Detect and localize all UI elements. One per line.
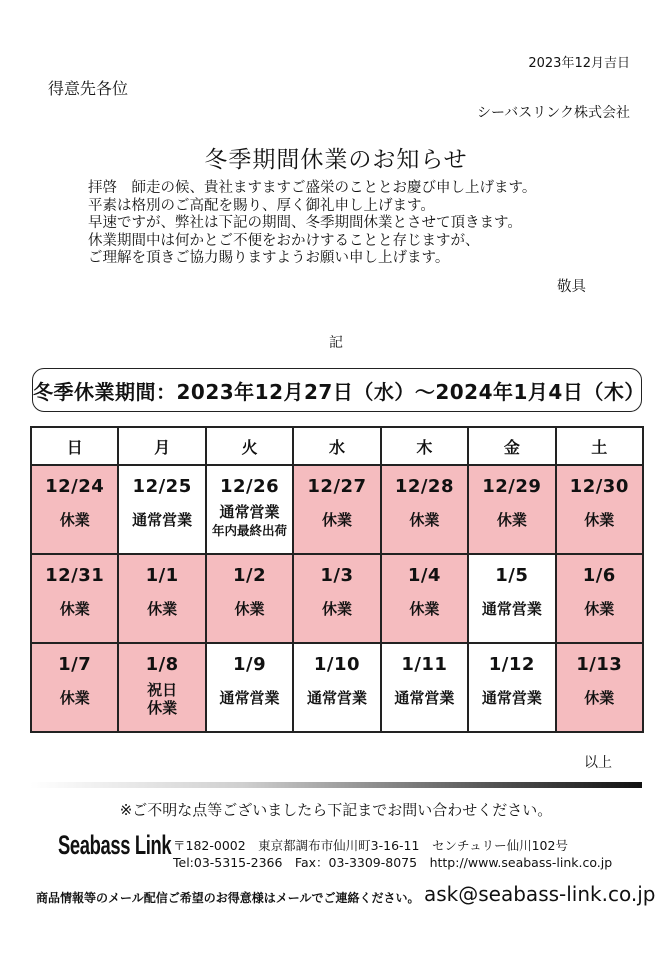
calendar-day-date: 12/30 (569, 476, 629, 497)
calendar-day-status-line: 休業 (321, 600, 352, 618)
calendar-day-date: 12/29 (482, 476, 542, 497)
calendar-day-date: 12/31 (45, 565, 105, 586)
calendar-day-cell (468, 554, 555, 643)
calendar-day-date: 1/5 (495, 565, 529, 586)
calendar-day-date: 1/1 (145, 565, 179, 586)
body-line: 早速ですが、弊社は下記の期間、冬季期間休業とさせて頂きます。 (88, 215, 522, 231)
calendar-day-date: 1/4 (407, 565, 441, 586)
calendar-day-cell (31, 554, 118, 643)
calendar-day-status (119, 681, 204, 717)
closing-keigu: 敬具 (557, 279, 586, 295)
calendar-day-status (469, 511, 554, 529)
calendar-day-date: 12/24 (45, 476, 105, 497)
calendar-day-status-line: 休業 (584, 600, 615, 618)
body-line: 休業期間中は何かとご不便をおかけすることと存じますが、 (88, 232, 480, 249)
calendar-day-status (207, 689, 292, 707)
calendar-day-status-line: 通常営業 (219, 503, 280, 521)
company-name: シーバスリンク株式会社 (476, 105, 630, 121)
calendar-day-status-line: 休業 (234, 600, 265, 618)
calendar-day-cell (556, 554, 643, 643)
weekday-header-row (31, 427, 643, 465)
calendar-day-status-line: 通常営業 (481, 689, 542, 707)
calendar-day-status-line: 休業 (496, 511, 527, 529)
calendar-day-cell (468, 643, 555, 732)
holiday-calendar (30, 426, 644, 733)
weekday-sat: 土 (556, 427, 643, 465)
calendar-day-cell (381, 465, 468, 554)
calendar-day-date: 1/11 (401, 654, 448, 675)
weekday-mon: 月 (118, 427, 205, 465)
company-contact: Tel:03-5315-2366 Fax：03-3309-8075 http://www.seabass-link.co.jp (173, 855, 613, 870)
weekday-wed: 水 (293, 427, 380, 465)
calendar-day-date: 1/13 (576, 654, 623, 675)
calendar-day-date: 12/28 (394, 476, 454, 497)
calendar-day-status-line: 通常営業 (394, 689, 455, 707)
calendar-day-status-line: 通常営業 (306, 689, 367, 707)
calendar-day-status (557, 600, 642, 618)
body-line: 拝啓 師走の候、貴社ますますご盛栄のこととお慶び申し上げます。 (88, 180, 537, 196)
calendar-day-status (557, 511, 642, 529)
calendar-day-date: 1/10 (313, 654, 361, 675)
calendar-day-status (32, 511, 117, 529)
calendar-day-status (207, 600, 292, 618)
calendar-day-status (469, 600, 554, 618)
weekday-tue: 火 (206, 427, 293, 465)
calendar-day-date: 1/8 (145, 654, 179, 675)
calendar-day-date: 1/6 (582, 565, 616, 586)
calendar-day-status-line: 休業 (147, 600, 178, 618)
calendar-day-status-line: 休業 (59, 600, 90, 618)
calendar-day-cell (556, 465, 643, 554)
calendar-day-status (557, 689, 642, 707)
calendar-day-cell (381, 643, 468, 732)
calendar-day-status-line: 通常営業 (481, 600, 542, 618)
calendar-day-status (382, 511, 467, 529)
weekday-thu: 木 (381, 427, 468, 465)
calendar-day-cell (31, 465, 118, 554)
calendar-day-cell (556, 643, 643, 732)
notice-title: 冬季期間休業のお知らせ (204, 147, 468, 173)
recipient: 得意先各位 (48, 79, 129, 98)
closure-period-box (32, 368, 645, 412)
calendar-day-status-line: 休業 (584, 511, 615, 529)
calendar-day-cell (293, 643, 380, 732)
body-line: ご理解を頂きご協力賜りますようお願い申し上げます。 (88, 250, 450, 266)
calendar-day-date: 1/9 (232, 654, 267, 675)
calendar-week-row (31, 554, 643, 643)
calendar-day-status-line2: 年内最終出荷 (212, 523, 288, 538)
calendar-day-cell (206, 554, 293, 643)
calendar-day-date: 12/25 (132, 476, 192, 497)
calendar-day-status-line: 休業 (584, 689, 615, 707)
calendar-day-status (207, 503, 292, 540)
seabass-link-logo: Seabass Link (58, 830, 172, 860)
calendar-day-status-line: 休業 (409, 600, 440, 618)
calendar-day-status (32, 600, 117, 618)
calendar-day-date: 12/27 (307, 476, 367, 497)
mail-subscription-note: 商品情報等のメール配信ご希望のお得意様はメールでご連絡ください。 (36, 891, 420, 905)
calendar-day-cell (381, 554, 468, 643)
calendar-day-status-line: 通常営業 (219, 689, 280, 707)
calendar-day-status (382, 600, 467, 618)
calendar-day-status-line: 休業 (321, 511, 352, 529)
calendar-day-status (382, 689, 467, 707)
notice-body (88, 180, 536, 268)
calendar-week-row (31, 465, 643, 554)
calendar-day-status (294, 689, 379, 707)
calendar-day-cell (293, 465, 380, 554)
calendar-day-status-line: 休業 (59, 511, 90, 529)
calendar-day-status (469, 689, 554, 707)
calendar-day-cell (31, 643, 118, 732)
calendar-day-date: 1/7 (58, 654, 92, 675)
calendar-day-status-line: 休業 (59, 689, 90, 707)
calendar-day-date: 1/12 (488, 654, 535, 675)
calendar-day-cell (118, 554, 205, 643)
calendar-day-status-line: 祝日 (147, 681, 178, 699)
separator-bar (30, 782, 642, 788)
calendar-day-cell (118, 643, 205, 732)
calendar-day-cell (468, 465, 555, 554)
calendar-week-row (31, 643, 643, 732)
closure-period-text: 冬季休業期間：2023年12月27日（水）～2024年1月4日（木） (33, 379, 645, 404)
calendar-day-status (119, 600, 204, 618)
calendar-day-status-line: 休業 (409, 511, 440, 529)
closing-ijou: 以上 (584, 755, 612, 771)
calendar-day-status (119, 511, 204, 529)
calendar-day-cell (206, 465, 293, 554)
calendar-day-status-line2: 休業 (147, 699, 178, 717)
calendar-body (31, 465, 643, 732)
calendar-day-date: 1/2 (232, 565, 267, 586)
weekday-sun: 日 (31, 427, 118, 465)
calendar-day-date: 1/3 (320, 565, 354, 586)
calendar-day-cell (118, 465, 205, 554)
calendar-day-status (294, 600, 379, 618)
calendar-day-date: 12/26 (219, 476, 280, 497)
calendar-day-status (294, 511, 379, 529)
body-line: 平素は格別のご高配を賜り、厚く御礼申し上げます。 (88, 197, 435, 214)
calendar-day-status (32, 689, 117, 707)
calendar-day-cell (206, 643, 293, 732)
issue-date: 2023年12月吉日 (528, 56, 630, 71)
weekday-fri: 金 (468, 427, 555, 465)
ki-heading: 記 (329, 335, 343, 351)
inquiry-note: ※ご不明な点等ございましたら下記までお問い合わせください。 (119, 801, 553, 819)
company-address: 〒182-0002 東京都調布市仙川町3-16-11 センチュリー仙川102号 (173, 838, 568, 853)
contact-email: ask@seabass-link.co.jp (424, 882, 656, 906)
calendar-day-cell (293, 554, 380, 643)
calendar-day-status-line: 通常営業 (132, 511, 193, 529)
